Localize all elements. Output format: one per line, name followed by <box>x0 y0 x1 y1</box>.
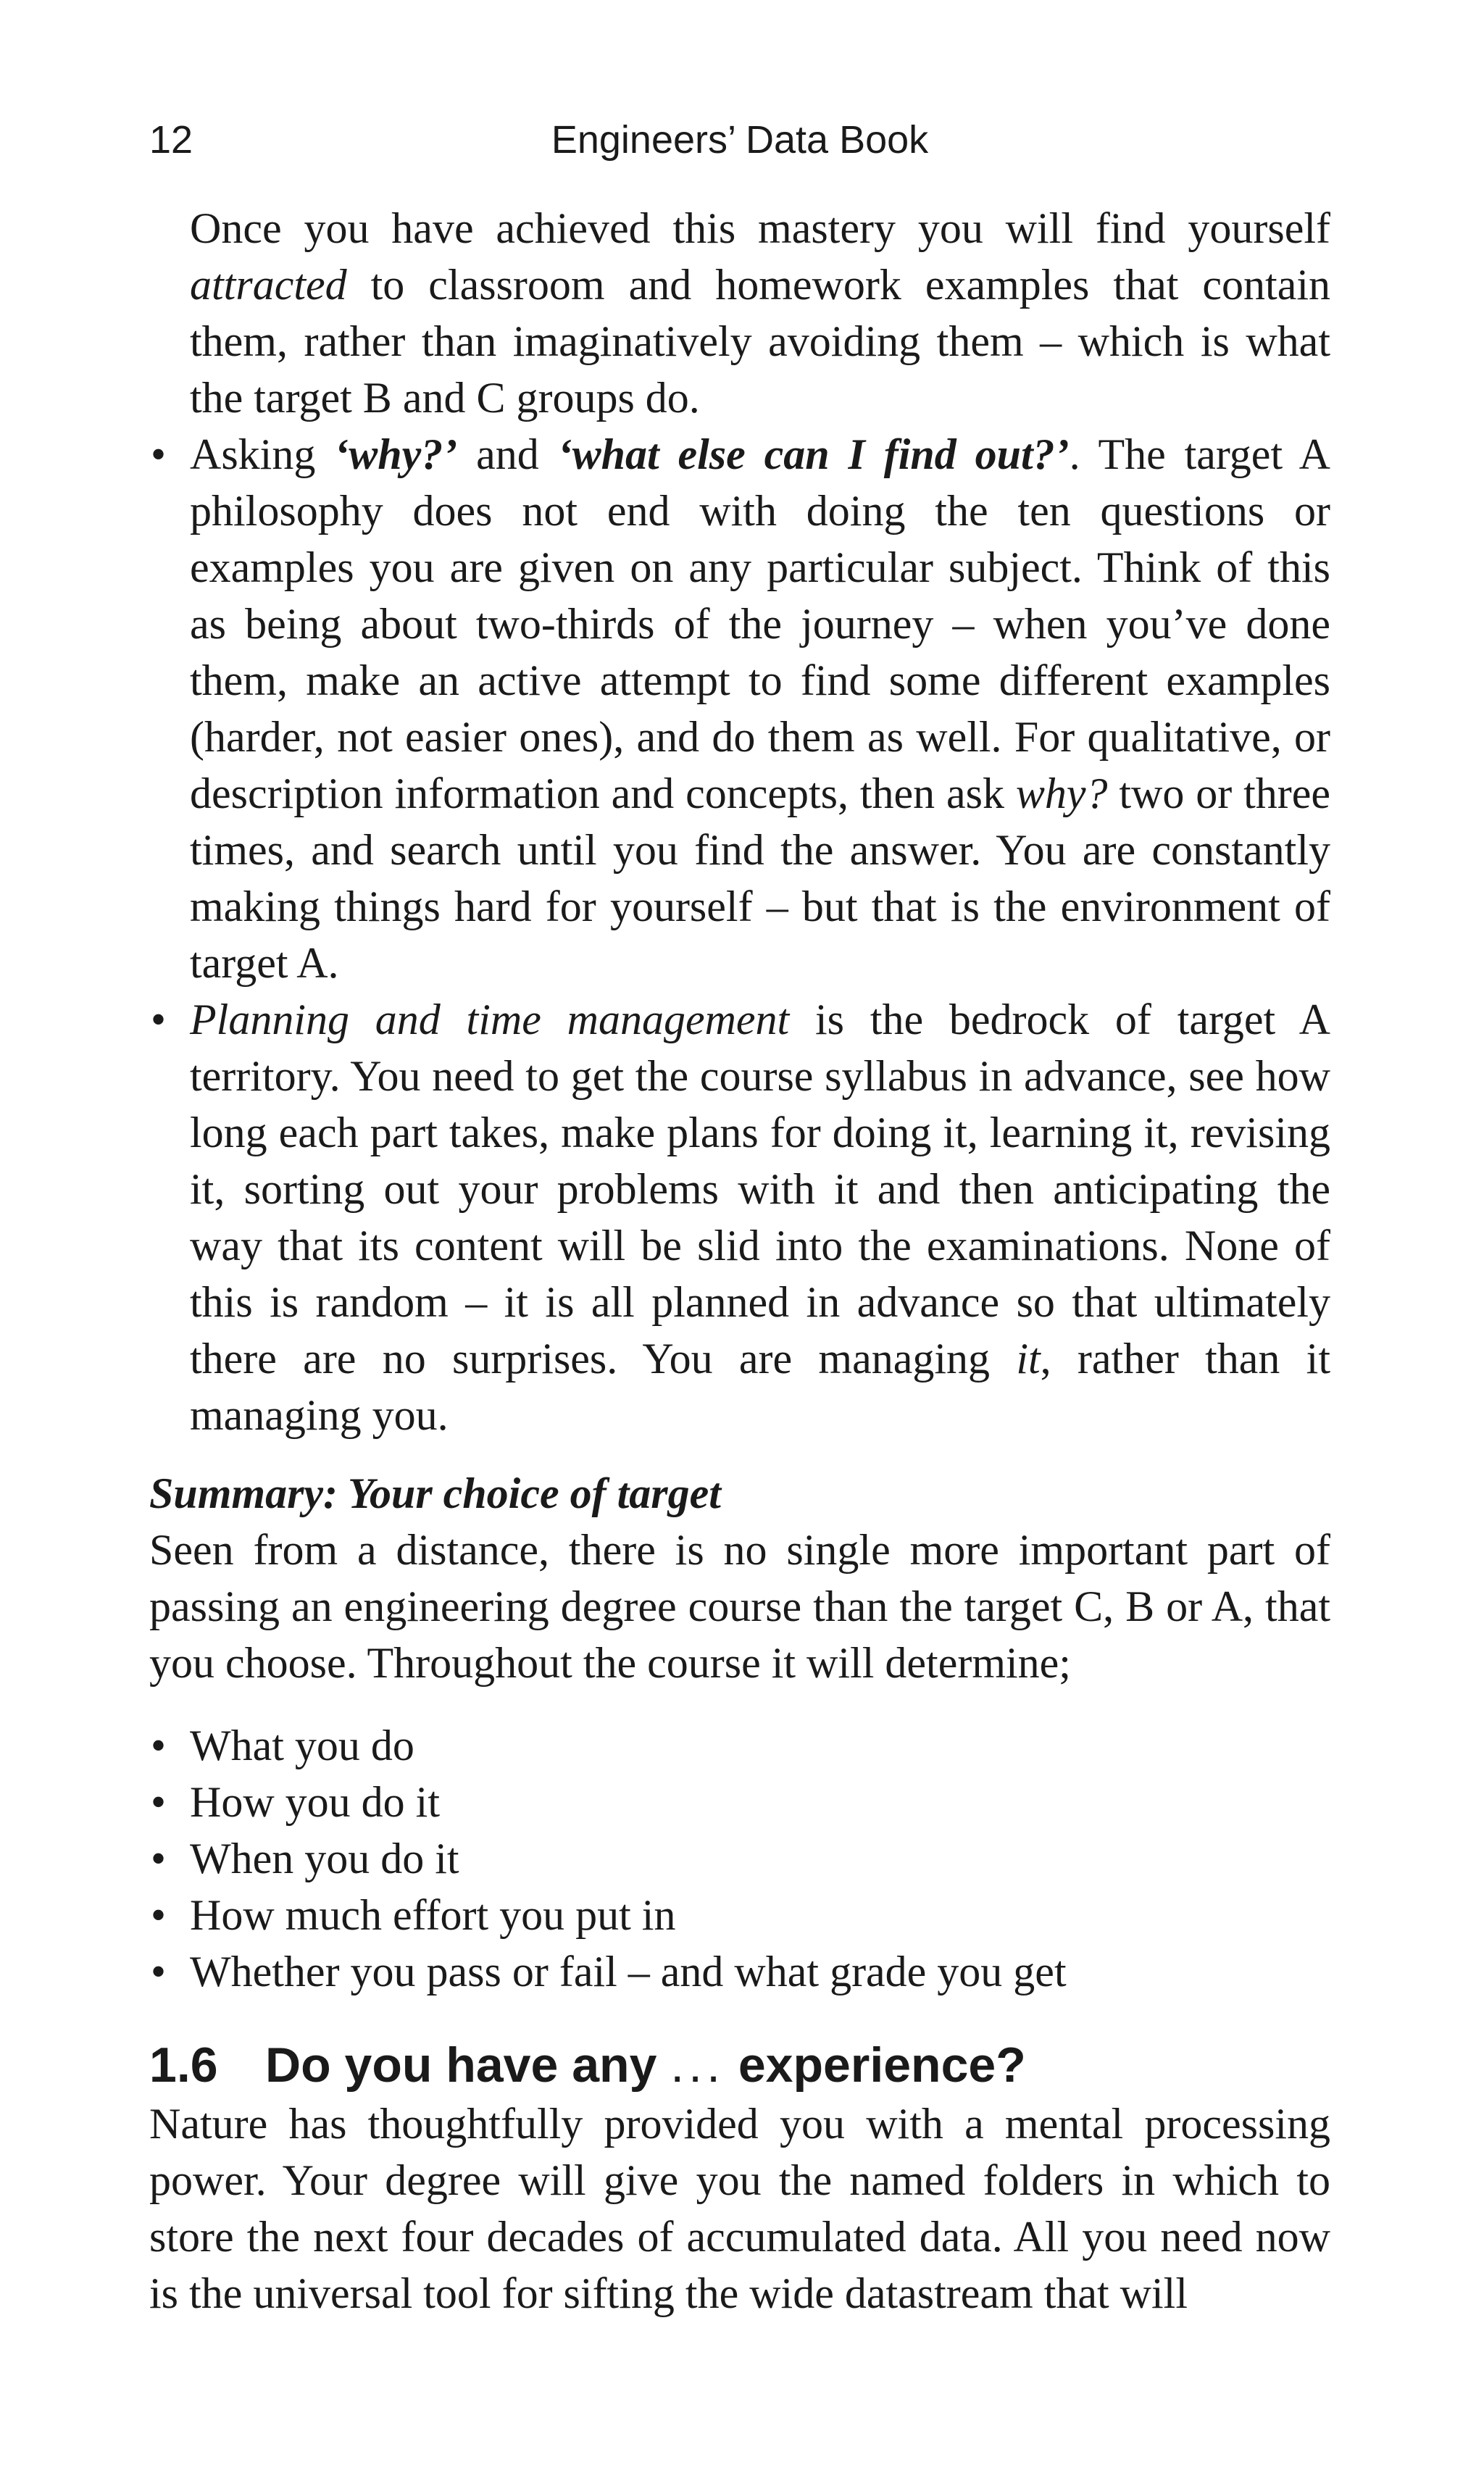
running-head <box>149 114 1330 165</box>
summary-heading: Summary: Your choice of target <box>149 1469 721 1517</box>
book-title: Engineers’ Data Book <box>551 118 929 162</box>
section-paragraph: Nature has thoughtfully provided you with a mental processing power. Your degree will give you the named folders in which to store the next four decades of accumulated data. All you need now is the universal tool for sifting the wide datastream that will <box>149 2100 1330 2317</box>
summary-list <box>149 1717 1330 2000</box>
section-number: 1.6 <box>149 2038 218 2093</box>
list-item: • When you do it <box>149 1830 1330 1887</box>
bullet-icon: • <box>151 1722 167 1769</box>
bullet-icon: • <box>151 430 167 478</box>
list-item: • How you do it <box>149 1774 1330 1830</box>
section-heading: 1.6 Do you have any ... experience? <box>149 2035 1330 2095</box>
page-body <box>149 200 1330 2322</box>
list-item: • Planning and time management is the bedrock of target A territory. You need to get the course syllabus in advance, see how long each part takes, make plans for doing it, learning it, revising it, sorting out your problems with it and then anticipating the way that its content will be slid into the examinations. None of this is random – it is all planned in advance so that ultimately there are no surprises. You are managing it, rather than it managing you. <box>149 991 1330 1443</box>
bullet-icon: • <box>151 1891 167 1939</box>
target-a-bullet-list <box>149 426 1330 1443</box>
page-number: 12 <box>149 118 193 162</box>
list-item: • How much effort you put in <box>149 1887 1330 1943</box>
list-item: • Whether you pass or fail – and what grade you get <box>149 1943 1330 2000</box>
bullet-icon: • <box>151 1778 167 1826</box>
bullet-icon: • <box>151 1948 167 1996</box>
summary-paragraph: Seen from a distance, there is no single more important part of passing an engineering degree course than the target C, B or A, that you choose. Throughout the course it will determine; <box>149 1526 1330 1687</box>
list-item: • What you do <box>149 1717 1330 1774</box>
bullet-icon: • <box>151 1835 167 1882</box>
continuation-paragraph: Once you have achieved this mastery you will find yourself attracted to classroom and homework examples that contain them, rather than imaginatively avoiding them – which is what the target B and C groups do. <box>190 204 1330 422</box>
list-item: • Asking ‘why?’ and ‘what else can I find out?’. The target A philosophy does not end with doing the ten questions or examples you are given on any particular subject. Think of this as being about two-thirds of the journey – when you’ve done them, make an active attempt to find some different examples (harder, not easier ones), and do them as well. For qualitative, or description information and concepts, then ask why? two or three times, and search until you find the answer. You are constantly making things hard for yourself – but that is the environment of target A. <box>149 426 1330 991</box>
bullet-icon: • <box>151 996 167 1043</box>
